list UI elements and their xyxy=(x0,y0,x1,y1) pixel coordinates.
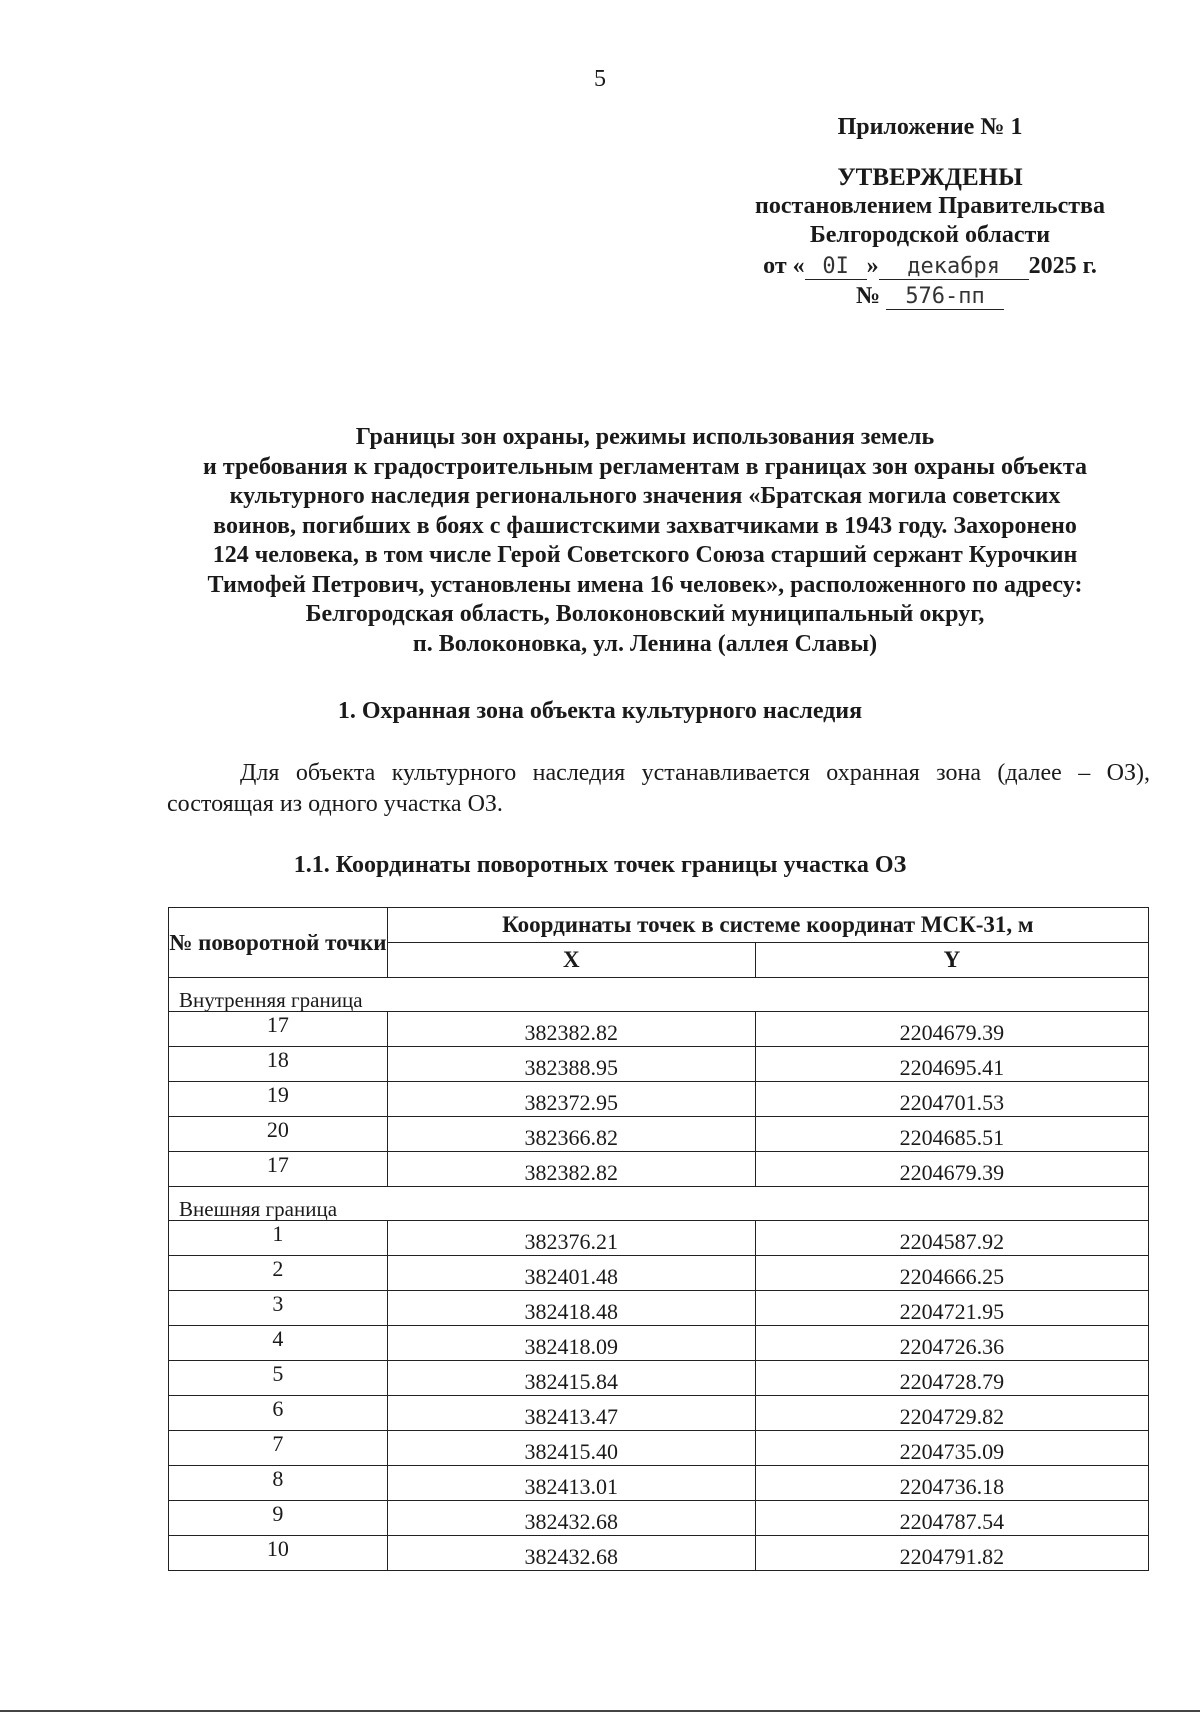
approved-heading: УТВЕРЖДЕНЫ xyxy=(837,164,1023,191)
point-number-cell: 5 xyxy=(169,1361,388,1396)
title-line: Границы зон охраны, режимы использования земель xyxy=(355,424,935,450)
y-coordinate-cell: 2204791.82 xyxy=(755,1536,1148,1571)
page-bottom-rule xyxy=(0,1710,1200,1712)
point-number-cell: 20 xyxy=(169,1117,388,1152)
document-number: 576-пп xyxy=(886,285,1004,310)
x-coordinate-cell: 382366.82 xyxy=(387,1117,755,1152)
y-coordinate-cell: 2204695.41 xyxy=(755,1047,1148,1082)
table-row xyxy=(169,1221,1149,1256)
point-number-cell: 3 xyxy=(169,1291,388,1326)
section-heading: 1. Охранная зона объекта культурного наследия xyxy=(337,698,863,724)
title-line: 124 человека, в том числе Герой Советского Союза старший сержант Курочкин xyxy=(212,542,1078,568)
header-coordinates: Координаты точек в системе координат МСК-31, м xyxy=(387,908,1148,943)
header-x: X xyxy=(387,943,755,978)
title-line: Белгородская область, Волоконовский муниципальный округ, xyxy=(305,601,985,627)
x-coordinate-cell: 382415.40 xyxy=(387,1431,755,1466)
point-number-cell: 2 xyxy=(169,1256,388,1291)
number-prefix: № xyxy=(855,283,881,309)
point-number-cell: 10 xyxy=(169,1536,388,1571)
date-prefix: от « xyxy=(763,253,805,279)
table-row xyxy=(169,1012,1149,1047)
x-coordinate-cell: 382401.48 xyxy=(387,1256,755,1291)
title-line: Тимофей Петрович, установлены имена 16 человек», расположенного по адресу: xyxy=(207,571,1083,598)
x-coordinate-cell: 382413.47 xyxy=(387,1396,755,1431)
y-coordinate-cell: 2204787.54 xyxy=(755,1501,1148,1536)
x-coordinate-cell: 382376.21 xyxy=(387,1221,755,1256)
table-row xyxy=(169,1326,1149,1361)
approval-block xyxy=(730,113,1130,311)
x-coordinate-cell: 382432.68 xyxy=(387,1501,755,1536)
date-year: 2025 г. xyxy=(1028,253,1097,279)
y-coordinate-cell: 2204728.79 xyxy=(755,1361,1148,1396)
point-number-cell: 17 xyxy=(169,1152,388,1187)
table-body xyxy=(169,978,1149,1571)
title-line: культурного наследия регионального значения «Братская могила советских xyxy=(229,483,1061,509)
y-coordinate-cell: 2204685.51 xyxy=(755,1117,1148,1152)
body-paragraph: Для объекта культурного наследия устанавливается охранная зона (далее – ОЗ), состоящая из одного участка ОЗ. xyxy=(167,760,1150,817)
coordinates-table xyxy=(168,907,1149,1571)
y-coordinate-cell: 2204701.53 xyxy=(755,1082,1148,1117)
header-point-number: № поворотной точки xyxy=(169,908,388,978)
table-row xyxy=(169,1047,1149,1082)
y-coordinate-cell: 2204679.39 xyxy=(755,1012,1148,1047)
table-row xyxy=(169,1361,1149,1396)
group-label: Внешняя граница xyxy=(169,1187,1149,1221)
x-coordinate-cell: 382415.84 xyxy=(387,1361,755,1396)
y-coordinate-cell: 2204587.92 xyxy=(755,1221,1148,1256)
point-number-cell: 1 xyxy=(169,1221,388,1256)
approval-number-line xyxy=(730,282,1130,311)
table-row xyxy=(169,1431,1149,1466)
point-number-cell: 9 xyxy=(169,1501,388,1536)
group-label: Внутренняя граница xyxy=(169,978,1149,1012)
table-row xyxy=(169,1152,1149,1187)
table-caption: 1.1. Координаты поворотных точек границы участка ОЗ xyxy=(293,852,907,878)
document-title xyxy=(140,423,1150,659)
title-line: воинов, погибших в боях с фашистскими захватчиками в 1943 году. Захоронено xyxy=(213,512,1077,539)
x-coordinate-cell: 382413.01 xyxy=(387,1466,755,1501)
y-coordinate-cell: 2204726.36 xyxy=(755,1326,1148,1361)
y-coordinate-cell: 2204721.95 xyxy=(755,1291,1148,1326)
page-number: 5 xyxy=(594,66,606,92)
point-number-cell: 19 xyxy=(169,1082,388,1117)
x-coordinate-cell: 382382.82 xyxy=(387,1012,755,1047)
table-row xyxy=(169,1256,1149,1291)
table-row xyxy=(169,1291,1149,1326)
group-row xyxy=(169,978,1149,1012)
y-coordinate-cell: 2204666.25 xyxy=(755,1256,1148,1291)
table-row xyxy=(169,1501,1149,1536)
attachment-label: Приложение № 1 xyxy=(837,114,1023,140)
y-coordinate-cell: 2204736.18 xyxy=(755,1466,1148,1501)
point-number-cell: 8 xyxy=(169,1466,388,1501)
x-coordinate-cell: 382418.09 xyxy=(387,1326,755,1361)
title-line: п. Волоконовка, ул. Ленина (аллея Славы) xyxy=(412,630,878,657)
table-row xyxy=(169,1466,1149,1501)
x-coordinate-cell: 382382.82 xyxy=(387,1152,755,1187)
point-number-cell: 4 xyxy=(169,1326,388,1361)
x-coordinate-cell: 382418.48 xyxy=(387,1291,755,1326)
table-row xyxy=(169,1117,1149,1152)
header-y: Y xyxy=(755,943,1148,978)
approval-date-line xyxy=(730,252,1130,281)
y-coordinate-cell: 2204679.39 xyxy=(755,1152,1148,1187)
title-line: и требования к градостроительным регламентам в границах зон охраны объекта xyxy=(203,453,1087,480)
point-number-cell: 18 xyxy=(169,1047,388,1082)
table-row xyxy=(169,1396,1149,1431)
x-coordinate-cell: 382388.95 xyxy=(387,1047,755,1082)
date-mid: » xyxy=(866,253,879,279)
x-coordinate-cell: 382432.68 xyxy=(387,1536,755,1571)
point-number-cell: 6 xyxy=(169,1396,388,1431)
point-number-cell: 17 xyxy=(169,1012,388,1047)
approval-line-1: постановлением Правительства xyxy=(754,193,1105,219)
point-number-cell: 7 xyxy=(169,1431,388,1466)
table-row xyxy=(169,1082,1149,1117)
date-day: 0I xyxy=(805,255,867,280)
date-month: декабря xyxy=(879,255,1029,280)
approval-line-2: Белгородской области xyxy=(809,222,1051,248)
table-row xyxy=(169,1536,1149,1571)
y-coordinate-cell: 2204729.82 xyxy=(755,1396,1148,1431)
x-coordinate-cell: 382372.95 xyxy=(387,1082,755,1117)
group-row xyxy=(169,1187,1149,1221)
y-coordinate-cell: 2204735.09 xyxy=(755,1431,1148,1466)
